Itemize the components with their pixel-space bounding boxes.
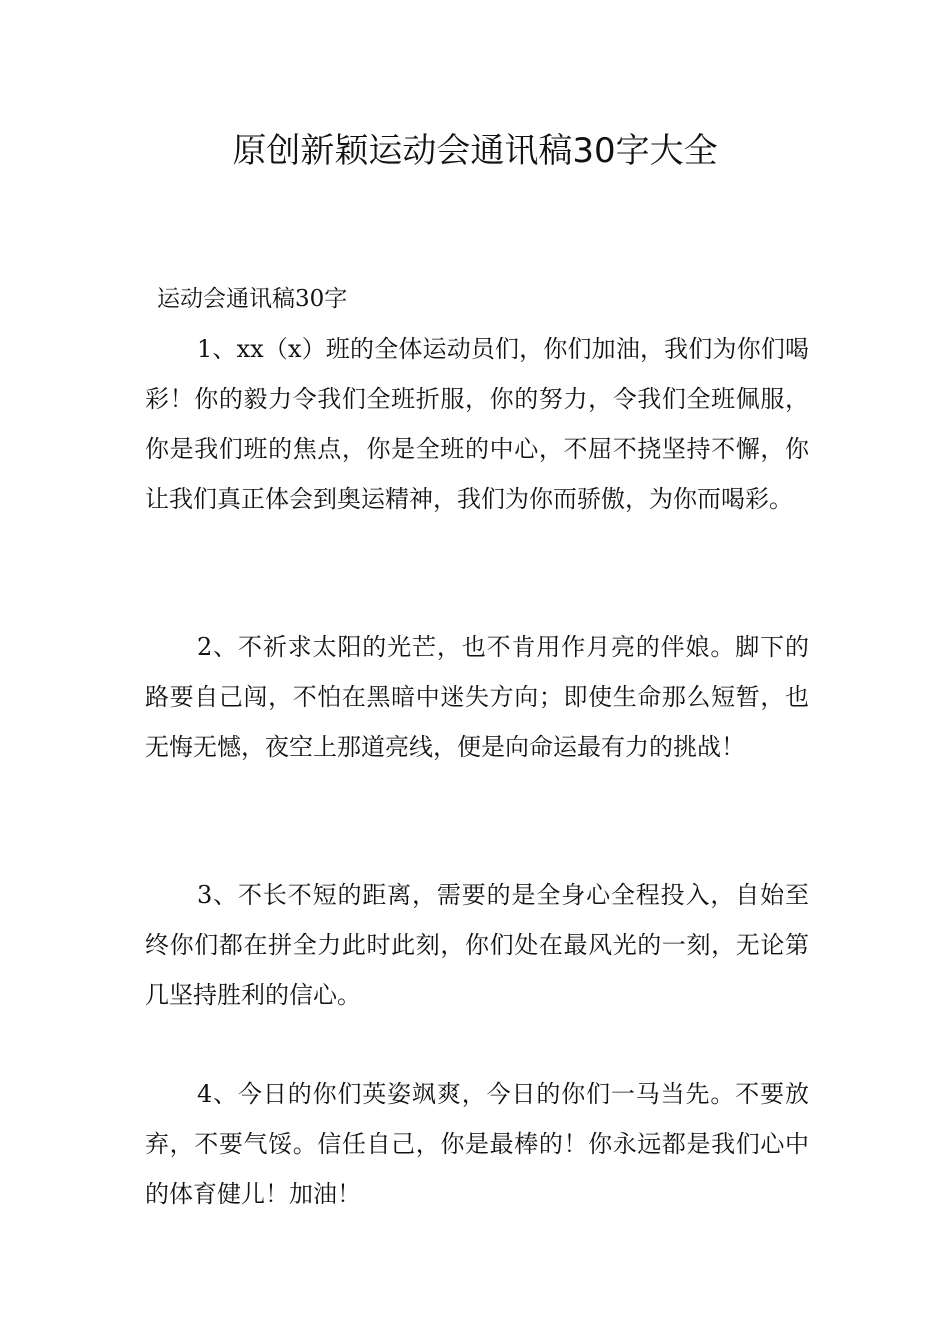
document-title: 原创新颖运动会通讯稿30字大全 xyxy=(232,131,718,171)
paragraph-2: 2、不祈求太阳的光芒，也不肯用作月亮的伴娘。脚下的路要自己闯，不怕在黑暗中迷失方向；即使生命那么短暂，也无悔无憾，夜空上那道亮线，便是向命运最有力的挑战！ xyxy=(145,633,809,761)
paragraph-1: 1、xx（x）班的全体运动员们，你们加油，我们为你们喝彩！你的毅力令我们全班折服，你的努力，令我们全班佩服，你是我们班的焦点，你是全班的中心，不屈不挠坚持不懈，你让我们真正体会到奥运精神，我们为你而骄傲，为你而喝彩。 xyxy=(145,335,809,513)
document-subtitle: 运动会通讯稿30字 xyxy=(157,286,348,312)
paragraph-4: 4、今日的你们英姿飒爽，今日的你们一马当先。不要放弃，不要气馁。信任自己，你是最棒的！你永远都是我们心中的体育健儿！加油！ xyxy=(145,1080,809,1208)
paragraph-3: 3、不长不短的距离，需要的是全身心全程投入，自始至终你们都在拼全力此时此刻，你们处在最风光的一刻，无论第几坚持胜利的信心。 xyxy=(145,881,809,1009)
